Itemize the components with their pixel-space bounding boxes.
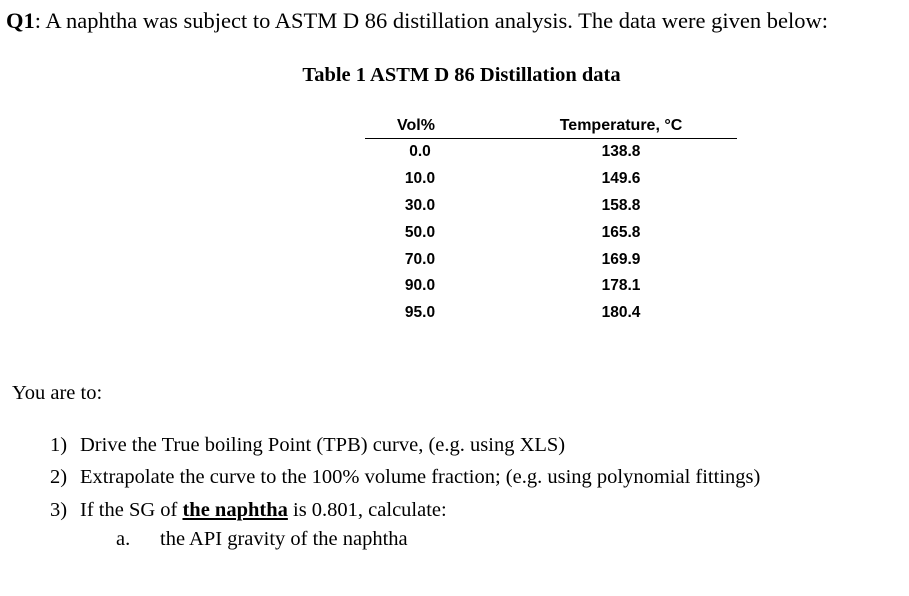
table-row xyxy=(365,300,737,327)
list-item-number: 2) xyxy=(50,466,68,489)
question-number: Q1 xyxy=(6,8,35,33)
instructions-lead: You are to: xyxy=(12,382,103,404)
list-item xyxy=(50,429,760,462)
list-item xyxy=(50,462,760,495)
table-title: Table 1 ASTM D 86 Distillation data xyxy=(302,64,621,86)
table-row xyxy=(365,246,737,273)
list-item-number: 1) xyxy=(50,433,68,456)
temperature-cell: 158.8 xyxy=(601,196,641,214)
task-list xyxy=(50,429,760,527)
table-header-row xyxy=(365,111,737,139)
temperature-cell: 149.6 xyxy=(601,170,641,188)
temperature-cell: 178.1 xyxy=(601,277,641,295)
list-item-text-post: is 0.801, calculate: xyxy=(287,498,447,521)
column-header-vol: Vol% xyxy=(397,117,435,134)
vol-cell: 95.0 xyxy=(404,304,436,322)
question-text xyxy=(6,8,828,34)
vol-cell: 50.0 xyxy=(404,223,436,241)
distillation-table xyxy=(365,111,737,327)
vol-cell: 90.0 xyxy=(404,277,436,295)
vol-cell: 0.0 xyxy=(409,143,431,161)
temperature-cell: 138.8 xyxy=(601,143,641,161)
temperature-cell: 180.4 xyxy=(601,304,641,322)
vol-cell: 30.0 xyxy=(404,196,436,214)
temperature-cell: 165.8 xyxy=(601,223,641,241)
table-row xyxy=(365,219,737,246)
vol-cell: 70.0 xyxy=(404,250,436,268)
sub-list-item-text: the API gravity of the naphtha xyxy=(160,528,408,550)
sub-list-item-letter: a. xyxy=(116,528,131,550)
table-row xyxy=(365,193,737,220)
table-row xyxy=(365,139,737,166)
column-header-temperature: Temperature, °C xyxy=(559,117,683,134)
emphasized-text: the naphtha xyxy=(182,498,288,521)
question-body: : A naphtha was subject to ASTM D 86 distillation analysis. The data were given below: xyxy=(34,8,828,33)
list-item-number: 3) xyxy=(50,498,68,521)
list-item-text: Extrapolate the curve to the 100% volume fraction; (e.g. using polynomial fittings) xyxy=(80,466,761,489)
vol-cell: 10.0 xyxy=(404,170,436,188)
list-item xyxy=(50,494,760,527)
temperature-cell: 169.9 xyxy=(601,250,641,268)
list-item-text: Drive the True boiling Point (TPB) curve, (e.g. using XLS) xyxy=(80,433,566,456)
table-row xyxy=(365,166,737,193)
list-item-text-pre: If the SG of xyxy=(80,498,183,521)
sub-list-item xyxy=(116,528,408,551)
table-row xyxy=(365,273,737,300)
